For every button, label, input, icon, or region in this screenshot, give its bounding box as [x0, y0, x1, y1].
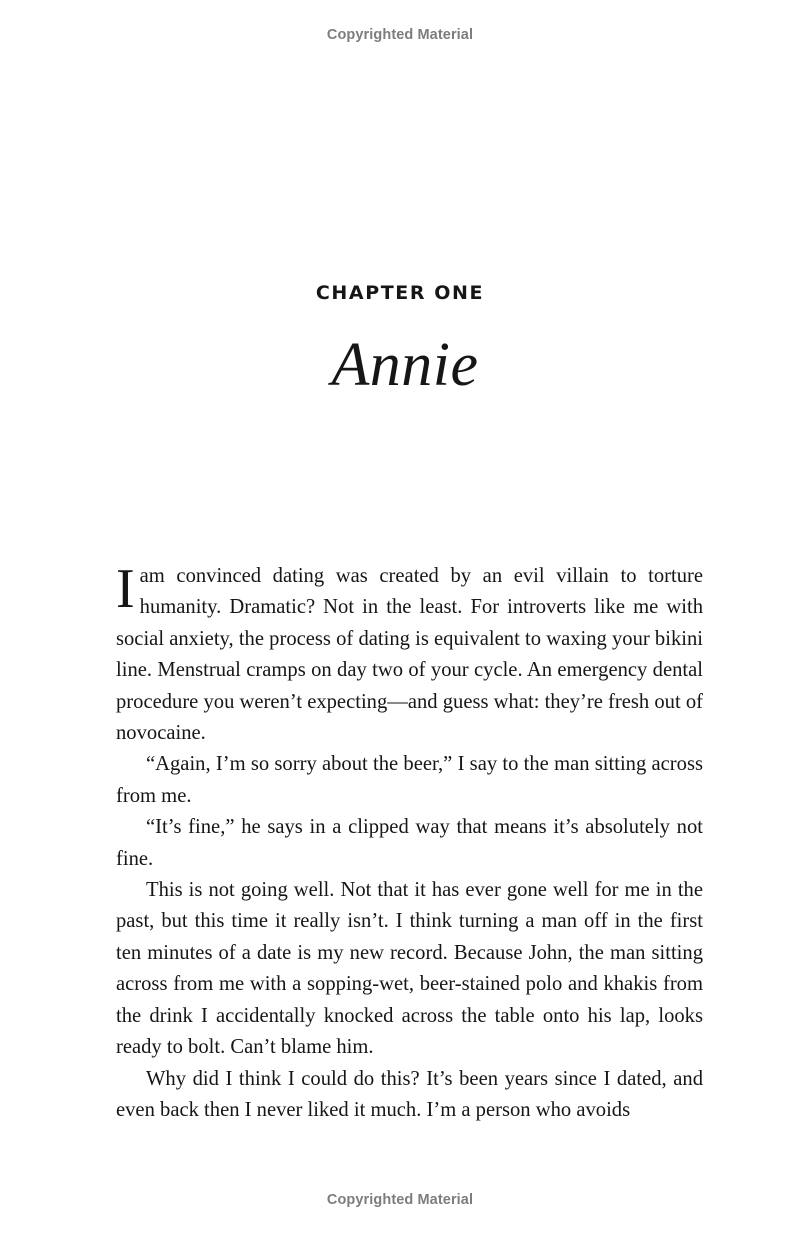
- copyright-watermark-bottom: Copyrighted Material: [326, 1192, 474, 1208]
- paragraph-1: [116, 558, 703, 749]
- drop-cap: I: [116, 558, 135, 620]
- paragraph-3: “It’s fine,” he says in a clipped way that means it’s absolutely not fine.: [116, 816, 703, 870]
- chapter-body: [116, 558, 703, 1126]
- paragraph-4: This is not going well. Not that it has ever gone well for me in the past, but this time it really isn’t. I think turning a man off in the first ten minutes of a date is my new record. Because John, the man sitting across from me with a sopping-wet, beer-stained polo and khakis from the drink I accidentally knocked across the table onto his lap, looks ready to bolt. Can’t blame him.: [116, 879, 703, 1059]
- paragraph-1-text: am convinced dating was created by an evil villain to torture humanity. Dramatic? Not in the least. For introverts like me with social anxiety, the process of dating is equivalent to waxing your bikini line. Menstrual cramps on day two of your cycle. An emergency dental procedure you weren’t expecting—and guess what: they’re fresh out of novocaine.: [116, 565, 703, 745]
- paragraph-5: Why did I think I could do this? It’s been years since I dated, and even back then I never liked it much. I’m a person who avoids: [116, 1067, 703, 1121]
- chapter-label: CHAPTER ONE: [315, 282, 485, 304]
- copyright-watermark-top: Copyrighted Material: [326, 27, 474, 43]
- chapter-title: Annie: [331, 331, 479, 399]
- paragraph-2: “Again, I’m so sorry about the beer,” I say to the man sitting across from me.: [116, 753, 703, 807]
